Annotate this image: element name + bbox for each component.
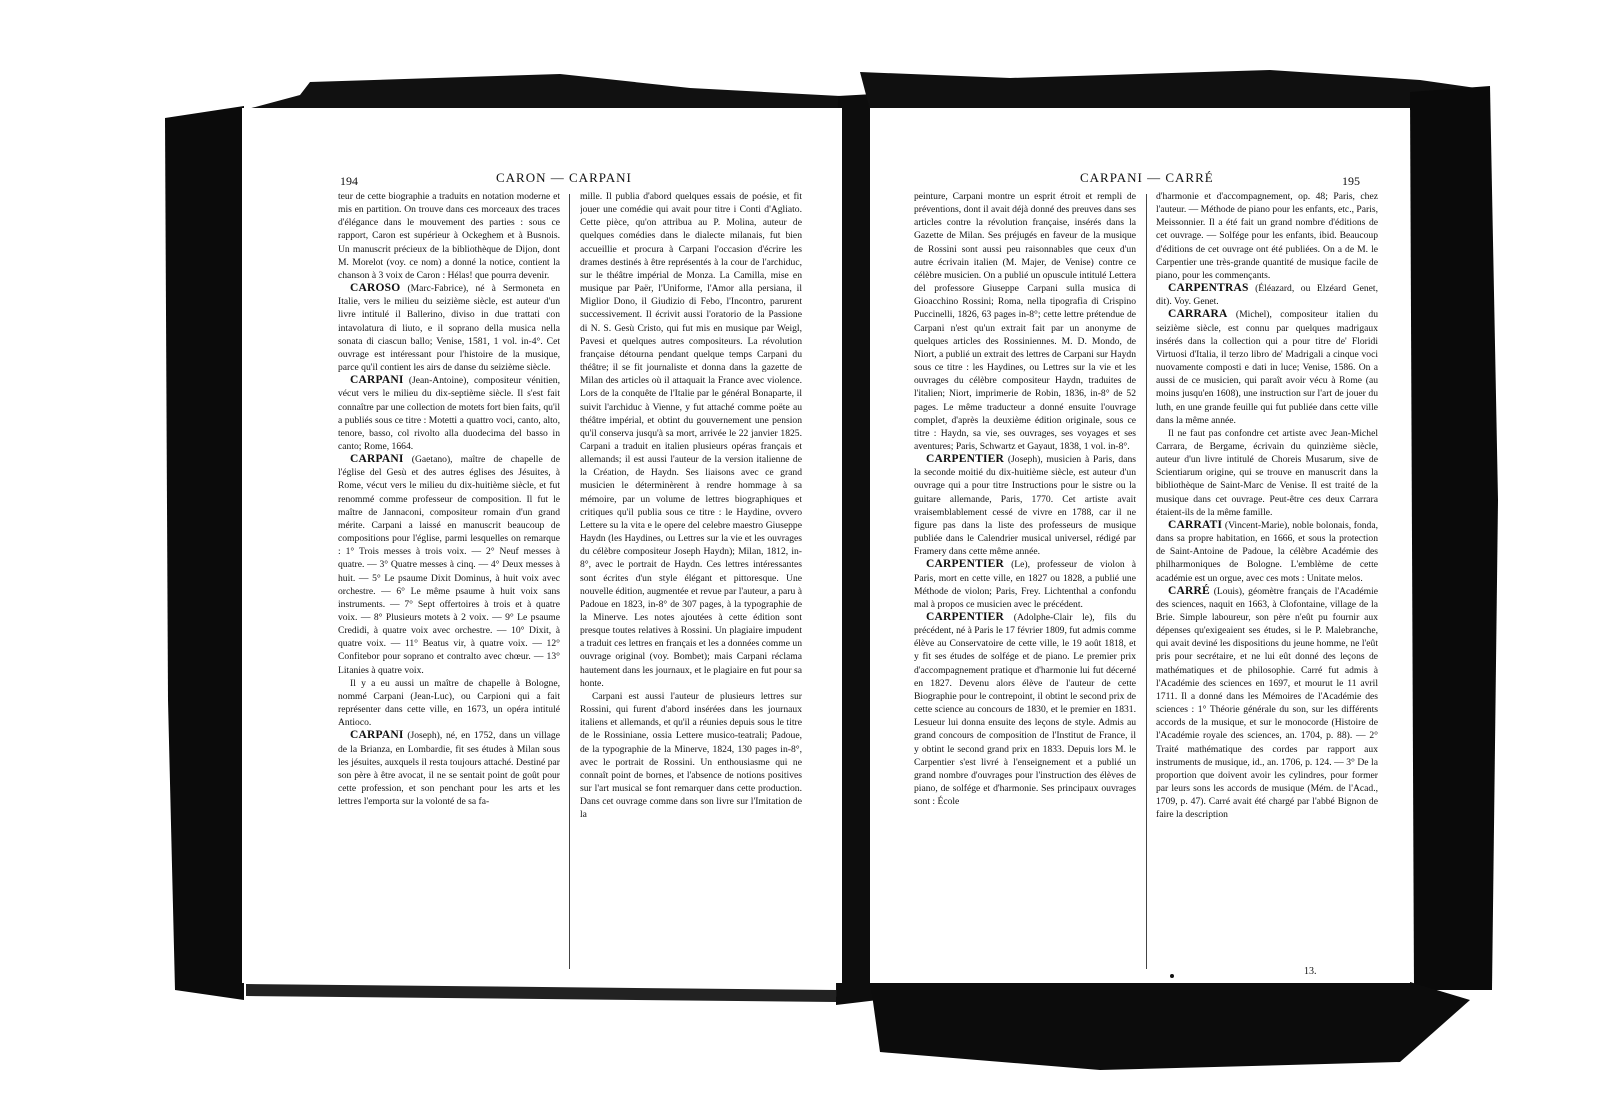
entry-text: (Louis), géomètre français de l'Académie des sciences, naquit en 1663, à Clofontaine, village de la Brie. Simple laboureur, son père n'eût pu fournir aux dépenses qu'exigeaient ses études, si le P. Malebranche, qui avait deviné les dispositions du jeune homme, ne l'eût pris pour secrétaire, et ne lui eût donné des leçons de mathématiques et de philosophie. Carré fut admis à l'Académie des sciences en 1697, et mourut le 11 avril 1711. Il a donné dans les Mémoires de l'Académie des sciences : 1° Théorie générale du son, sur les différents accords de la musique, et sur le monocorde (Histoire de l'Académie royale des sciences, an. 1704, p. 88). — 2° Traité mathématique des cordes par rapport aux instruments de musique, id., an. 1706, p. 124. — 3° De la proportion que doivent avoir les cylindres, pour former par leurs sons les accords de musique (Mém. de l'Acad., 1709, p. 47). Carré avait été chargé par l'abbé Bignon de faire la description bbox=[1156, 585, 1378, 821]
bottom-right-shadow bbox=[870, 980, 1470, 1070]
entry-headword: CARPENTRAS bbox=[1168, 282, 1249, 295]
dictionary-entry bbox=[914, 611, 1136, 808]
entry-text: (Joseph), musicien à Paris, dans la seconde moitié du dix-huitième siècle, est auteur d'un ouvrage qui a pour titre Instructions pour le sistre ou la guitare allemande, Paris, 1770. Cet artiste avait vraisemblablement cessé de vivre en 1788, car il ne figure pas dans la liste des professeurs de musique publiée dans le Calendrier musical universel, rédigé par Framery dans cette même année. bbox=[914, 454, 1136, 558]
paragraph bbox=[1156, 190, 1378, 282]
left-page-column-1 bbox=[338, 190, 560, 970]
dictionary-entry bbox=[338, 729, 560, 808]
entry-headword: CARPENTIER bbox=[926, 558, 1005, 571]
paragraph bbox=[338, 677, 560, 730]
entry-headword: CARPANI bbox=[350, 374, 404, 387]
entry-headword: CAROSO bbox=[350, 282, 401, 295]
entry-text: teur de cette biographie a traduits en notation moderne et mis en partition. On trouve dans ces morceaux des traces d'élégance dans le mouvement des parties : sous ce rapport, Caron est supérieur à Ockeghem et à Busnois. Un manuscrit précieux de la bibliothèque de Dijon, dont M. Morelot (voy. ce nom) a donné la notice, contient la chanson à 3 voix de Caron : Hélas! que pourra devenir. bbox=[338, 191, 560, 281]
entry-headword: CARPANI bbox=[350, 453, 404, 466]
dictionary-entry bbox=[1156, 308, 1378, 426]
entry-headword: CARRATI bbox=[1168, 518, 1223, 531]
entry-text: (Le), professeur de violon à Paris, mort en cette ville, en 1827 ou 1828, a publié une Méthode de violon; Paris, Frey. Lichtenthal a confondu mal à propos ce musicien avec le précédent. bbox=[914, 559, 1136, 610]
paragraph bbox=[1156, 427, 1378, 519]
dictionary-entry bbox=[338, 282, 560, 374]
entry-text: (Marc-Fabrice), né à Sermoneta en Italie, vers le milieu du seizième siècle, est auteur d'un livre intitulé il Ballerino, diviso in due trattati con intavolatura di liuto, e il soprano della musica nella sonata di ciascun ballo; Venise, 1581, 1 vol. in-4°. Cet ouvrage est intéressant pour l'histoire de la musique, parce qu'il contient les airs de danse du seizième siècle. bbox=[338, 283, 560, 374]
right-cover-edge bbox=[1410, 86, 1498, 990]
dictionary-entry bbox=[914, 453, 1136, 558]
dictionary-entry bbox=[338, 374, 560, 453]
ink-dot bbox=[1170, 974, 1174, 978]
entry-text: mille. Il publia d'abord quelques essais de poésie, et fit jouer une comédie qui avait pour titre i Conti d'Agliato. Cette pièce, qu'on attribua au P. Molina, auteur de quelques comédies dans le dialecte milanais, fut bien accueillie et procura à Carpani l'occasion d'écrire les drames destinés à être représentés à la cour de l'archiduc, sur le théâtre impérial de Monza. La Camilla, mise en musique par Paër, l'Uniforme, l'Amor alla persiana, il Miglior Dono, il Giudizio di Febo, l'Incontro, parurent successivement. Il écrivit aussi l'oratorio de la Passione di N. S. Gesù Cristo, qui fut mis en musique par Weigl, Pavesi et quelques autres compositeurs. La révolution française détourna pendant quelque temps Carpani du théâtre; il se fit journaliste et donna dans la gazette de Milan des articles où il attaquait la France avec violence. Lors de la conquête de l'Italie par le général Bonaparte, il suivit l'archiduc à Vienne, y fut attaché comme poëte au théâtre impérial, et obtint du gouvernement une pension qu'il conserva jusqu'à sa mort, arrivée le 22 janvier 1825. Carpani a traduit en italien plusieurs opéras français et allemands; il est aussi l'auteur de la version italienne de la Création, de Haydn. Ses liaisons avec ce grand musicien le déterminèrent à rendre hommage à sa mémoire, par un volume de lettres biographiques et critiques qu'il publia sous ce titre : le Haydine, ovvero Lettere su la vita e le opere del celebre maestro Giuseppe Haydn (les Haydines, ou Lettres sur la vie et les ouvrages du célèbre compositeur Joseph Haydn); Milan, 1812, in-8°, avec le portrait de Haydn. Ces lettres intéressantes sont écrites d'un style élégant et pittoresque. Une nouvelle édition, augmentée et revue par l'auteur, a paru à Padoue en 1823, in-8° de 307 pages, à la typographie de la Minerve. Les notes ajoutées à cette édition sont presque toutes relatives à Rossini. Un plagiaire impudent a traduit ces lettres en français et les a données comme un ouvrage original (voy. Bombet); mais Carpani réclama hautement dans les journaux, et le plagiaire en fut pour sa honte. bbox=[580, 191, 802, 689]
entry-text: d'harmonie et d'accompagnement, op. 48; Paris, chez l'auteur. — Méthode de piano pour les enfants, etc., Paris, Meissonnier. Il a été fait un grand nombre d'éditions de cet ouvrage. — Solfége pour les enfants, ibid. Beaucoup d'éditions de cet ouvrage ont été publiées. On a de M. le Carpentier une très-grande quantité de musique facile de piano, pour les commençants. bbox=[1156, 191, 1378, 281]
entry-headword: CARPENTIER bbox=[926, 453, 1005, 466]
entry-headword: CARPENTIER bbox=[926, 611, 1005, 623]
entry-text: (Gaetano), maître de chapelle de l'église del Gesù et des autres églises des Jésuites, à Rome, vécut vers le milieu du dix-huitième siècle, et fut renommé comme professeur de composition. Il fut le maître de Jannaconi, compositeur romain d'un grand mérite. Carpani a laissé en manuscrit beaucoup de compositions pour l'église, parmi lesquelles on remarque : 1° Trois messes à trois voix. — 2° Neuf messes à quatre. — 3° Quatre messes à cinq. — 4° Deux messes à huit. — 5° Le psaume Dixit Dominus, à huit voix avec orchestre. — 6° Le même psaume à huit voix sans instruments. — 7° Sept offertoires à trois et à quatre voix. — 8° Plusieurs motets à 2 voix. — 9° Le psaume Credidi, à quatre voix avec orchestre. — 10° Dixit, à quatre voix. — 11° Beatus vir, à quatre voix. — 12° Confitebor pour soprano et contralto avec chœur. — 13° Litanies à quatre voix. bbox=[338, 454, 560, 676]
dictionary-entry bbox=[1156, 282, 1378, 308]
paragraph bbox=[914, 190, 1136, 453]
entry-text: Il y a eu aussi un maître de chapelle à Bologne, nommé Carpani (Jean-Luc), ou Carpioni qui a fait représenter dans cette ville, en 1673, un opéra intitulé Antioco. bbox=[338, 677, 560, 729]
paragraph bbox=[580, 190, 802, 690]
running-head: CARON — CARPANI bbox=[496, 170, 632, 185]
column-rule bbox=[1146, 194, 1147, 969]
dictionary-entry bbox=[1156, 519, 1378, 585]
right-page-column-1 bbox=[914, 190, 1136, 960]
entry-text: (Jean-Antoine), compositeur vénitien, vécut vers le milieu du dix-septième siècle. Il s'est fait connaître par une collection de motets fort bien faits, qu'il a publiés sous ce titre : Motetti a quattro voci, canto, alto, tenore, basso, col rivolto alla duodecima del basso in canto; Rome, 1664. bbox=[338, 375, 560, 452]
right-page bbox=[870, 108, 1410, 983]
entry-text: Il ne faut pas confondre cet artiste avec Jean-Michel Carrara, de Bergame, écrivain du quinzième siècle, auteur d'un livre intitulé de Choreis Musarum, sive de Scientiarum origine, qui se trouve en manuscrit dans la bibliothèque de Saint-Marc de Venise. Il est traité de la musique dans cet ouvrage. Peut-être ces deux Carrara étaient-ils de la même famille. bbox=[1156, 427, 1378, 518]
entry-headword: CARPANI bbox=[350, 729, 404, 742]
entry-headword: CARRARA bbox=[1168, 308, 1228, 321]
page-number: 194 bbox=[340, 174, 358, 188]
dictionary-entry bbox=[914, 558, 1136, 611]
entry-text: (Michel), compositeur italien du seizième siècle, est connu par quelques madrigaux insérés dans la collection qui a pour titre de' Floridi Virtuosi d'Italia, il terzo libro de' Madrigali a cinque voci nuovamente composti e dati in luce; Venise, 1586. On a aussi de ce musicien, qui paraît avoir vécu à Rome (au moins jusqu'en 1608), une instruction sur l'art de jouer du luth, en une grande feuille qui fut publiée dans cette ville dans la même année. bbox=[1156, 309, 1378, 426]
top-left-shadow bbox=[244, 74, 842, 112]
page-number: 195 bbox=[1342, 174, 1360, 188]
signature-mark: 13. bbox=[1304, 966, 1317, 977]
entry-text: (Joseph), né, en 1752, dans un village de la Brianza, en Lombardie, fit ses études à Milan sous les jésuites, auxquels il resta toujours attaché. Destiné par son père à être avocat, il ne se sentait point de goût pour cette profession, et son penchant pour les arts et les lettres l'emporta sur la volonté de sa fa- bbox=[338, 730, 560, 808]
entry-text: Carpani est aussi l'auteur de plusieurs lettres sur Rossini, qui furent d'abord insérées dans les journaux italiens et allemands, et qu'il a réunies depuis sous le titre de le Rossiniane, ossia Lettere musico-teatrali; Padoue, de la typographie de la Minerve, 1824, 130 pages in-8°, avec le portrait de Rossini. Un enthousiasme qui ne connaît point de bornes, et l'absence de notions positives sur l'art musical se font remarquer dans cette production. Dans cet ouvrage comme dans son livre sur l'Imitation de la bbox=[580, 690, 802, 821]
left-page-column-2 bbox=[580, 190, 802, 970]
right-page-column-2 bbox=[1156, 190, 1378, 960]
entry-text: (Adolphe-Clair le), fils du précédent, né à Paris le 17 février 1809, fut admis comme élève au Conservatoire de cette ville, le 19 août 1818, et y fit ses études de solfége et de piano. Le premier prix d'accompagnement pratique et d'harmonie lui fut décerné en 1827. Devenu alors élève de l'auteur de cette Biographie pour le contrepoint, il obtint le second prix de cette science au concours de 1830, et le premier en 1831. Lesueur lui donna ensuite des leçons de style. Admis au grand concours de composition de l'Institut de France, il y obtint le second grand prix en 1833. Depuis lors M. le Carpentier s'est livré à l'enseignement et a publié un grand nombre d'ouvrages pour l'instruction des élèves de piano, de solfége et d'harmonie. Ses principaux ouvrages sont : École bbox=[914, 612, 1136, 808]
column-rule bbox=[569, 194, 570, 969]
entry-text: (Éléazard, ou Elzéard Genet, dit). Voy. Genet. bbox=[1156, 283, 1378, 308]
left-cover-edge bbox=[165, 106, 244, 1000]
left-page bbox=[242, 108, 842, 983]
paragraph bbox=[338, 190, 560, 282]
entry-text: peinture, Carpani montre un esprit étroit et rempli de préventions, dont il avait déjà donné des preuves dans ses articles contre la révolution française, insérés dans la Gazette de Milan. Ses préjugés en faveur de la musique de Rossini sont aussi peu raisonnables que ceux d'un autre écrivain italien (M. Majer, de Venise) contre ce célèbre musicien. On a publié un opuscule intitulé Lettera del professore Giuseppe Carpani sulla musica di Gioacchino Rossini; Roma, nella tipografia di Crispino Puccinelli, 1826, 63 pages in-8°; cette lettre prétendue de Carpani n'est qu'un extrait fait par un anonyme de quelques articles des Rossiniennes. M. D. Mondo, de Niort, a publié un extrait des lettres de Carpani sur Haydn sous ce titre : les Haydines, ou Lettres sur la vie et les ouvrages du célèbre compositeur Haydn, traduites de l'italien; Niort, imprimerie de Robin, 1836, in-8° de 52 pages. Le même traducteur a donné ensuite l'ouvrage complet, d'après la deuxième édition originale, sous ce titre : Haydn, sa vie, ses ouvrages, ses voyages et ses aventures; Paris, Schwartz et Gayaut, 1838, 1 vol. in-8°. bbox=[914, 191, 1136, 452]
dictionary-entry bbox=[338, 453, 560, 677]
running-head: CARPANI — CARRÉ bbox=[1080, 170, 1214, 185]
entry-text: (Vincent-Marie), noble bolonais, fonda, dans sa propre habitation, en 1666, et sous la protection de Saint-Antoine de Padoue, la célèbre Académie des philharmoniques de Bologne. L'emblème de cette académie est un orgue, avec ces mots : Unitate melos. bbox=[1156, 519, 1378, 584]
entry-headword: CARRÉ bbox=[1168, 584, 1210, 597]
bottom-left-shadow bbox=[246, 984, 836, 1002]
top-right-shadow bbox=[860, 70, 1490, 110]
paragraph bbox=[580, 690, 802, 822]
dictionary-entry bbox=[1156, 585, 1378, 822]
